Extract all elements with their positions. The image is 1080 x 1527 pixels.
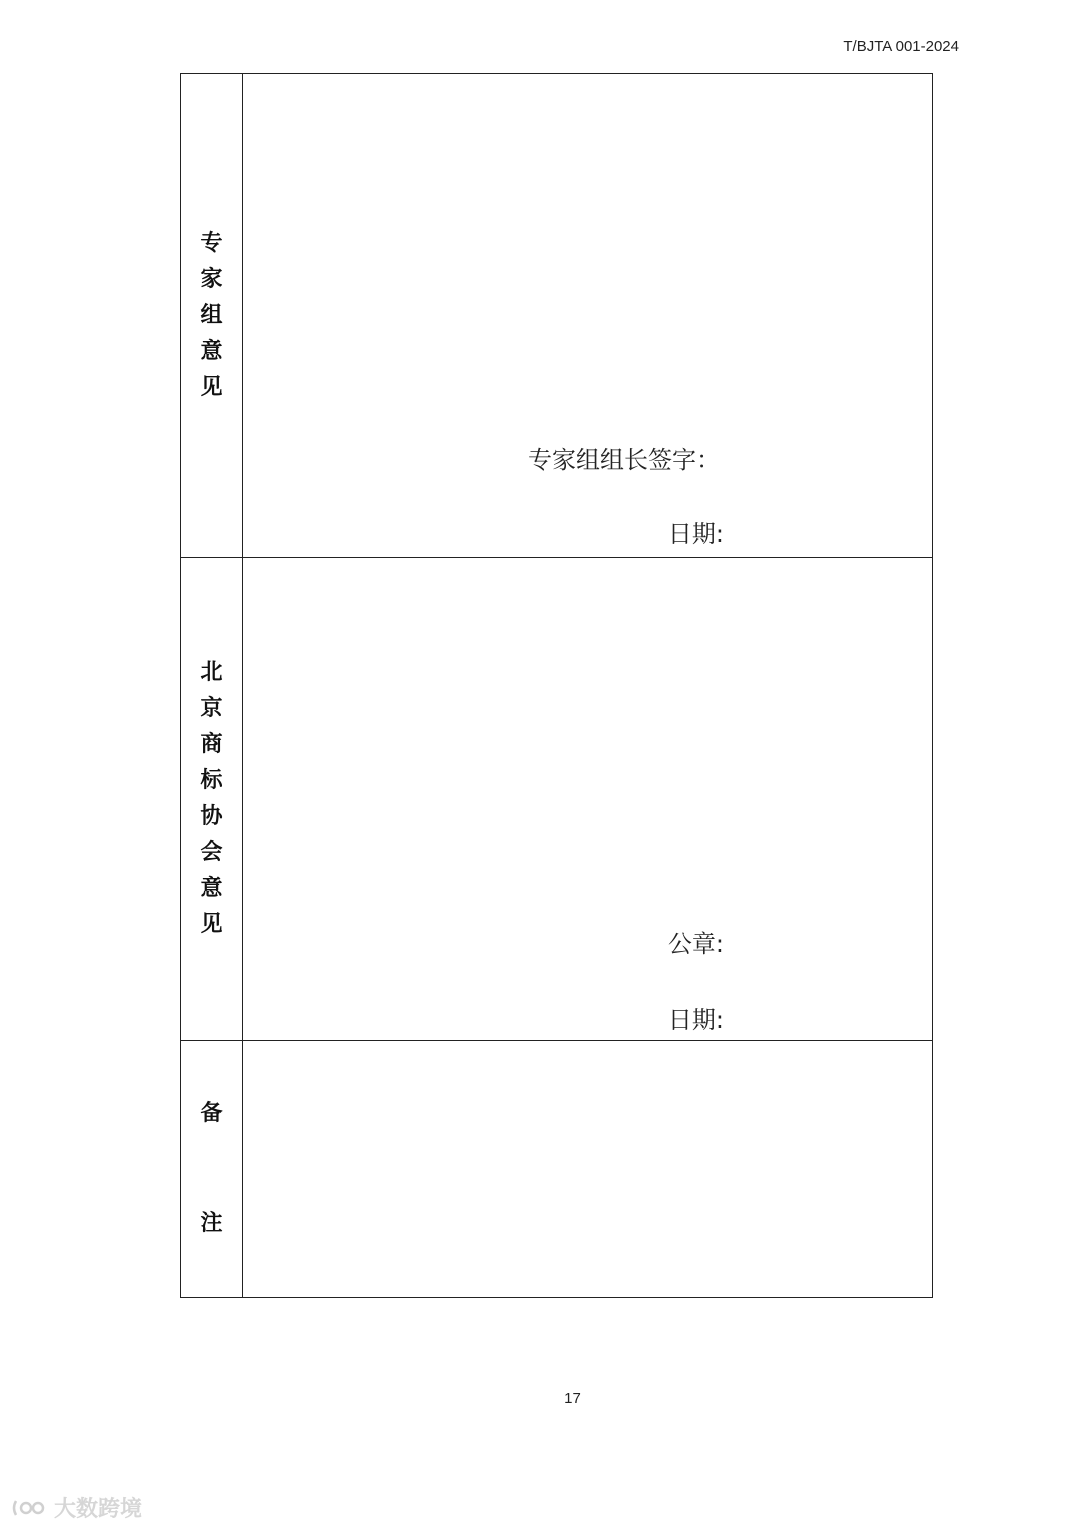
association-opinion-label-cell	[181, 558, 243, 1041]
expert-leader-signature-label: 专家组组长签字：	[528, 446, 720, 474]
remarks-row	[181, 1041, 933, 1298]
document-code: T/BJTA 001-2024	[843, 38, 959, 55]
association-opinion-label: 北京商标协会意见	[200, 660, 223, 937]
opinion-form-table	[180, 73, 933, 1298]
expert-opinion-row	[181, 74, 933, 558]
official-seal-label: 公章:	[667, 930, 724, 958]
association-date-label: 日期:	[667, 1006, 724, 1034]
association-opinion-row	[181, 558, 933, 1041]
remarks-content-cell[interactable]	[243, 1041, 933, 1298]
expert-opinion-label-cell	[181, 74, 243, 558]
remarks-label: 备注	[200, 1101, 223, 1236]
remarks-label-cell	[181, 1041, 243, 1298]
watermark-text: 大数跨境	[54, 1497, 143, 1522]
page-number: 17	[564, 1390, 581, 1407]
expert-opinion-content-cell[interactable]	[243, 74, 933, 558]
expert-date-label: 日期:	[667, 520, 724, 548]
watermark	[10, 1492, 142, 1523]
association-opinion-content-cell[interactable]	[243, 558, 933, 1041]
expert-opinion-label: 专家组意见	[200, 230, 223, 400]
watermark-logo-icon	[10, 1497, 50, 1519]
